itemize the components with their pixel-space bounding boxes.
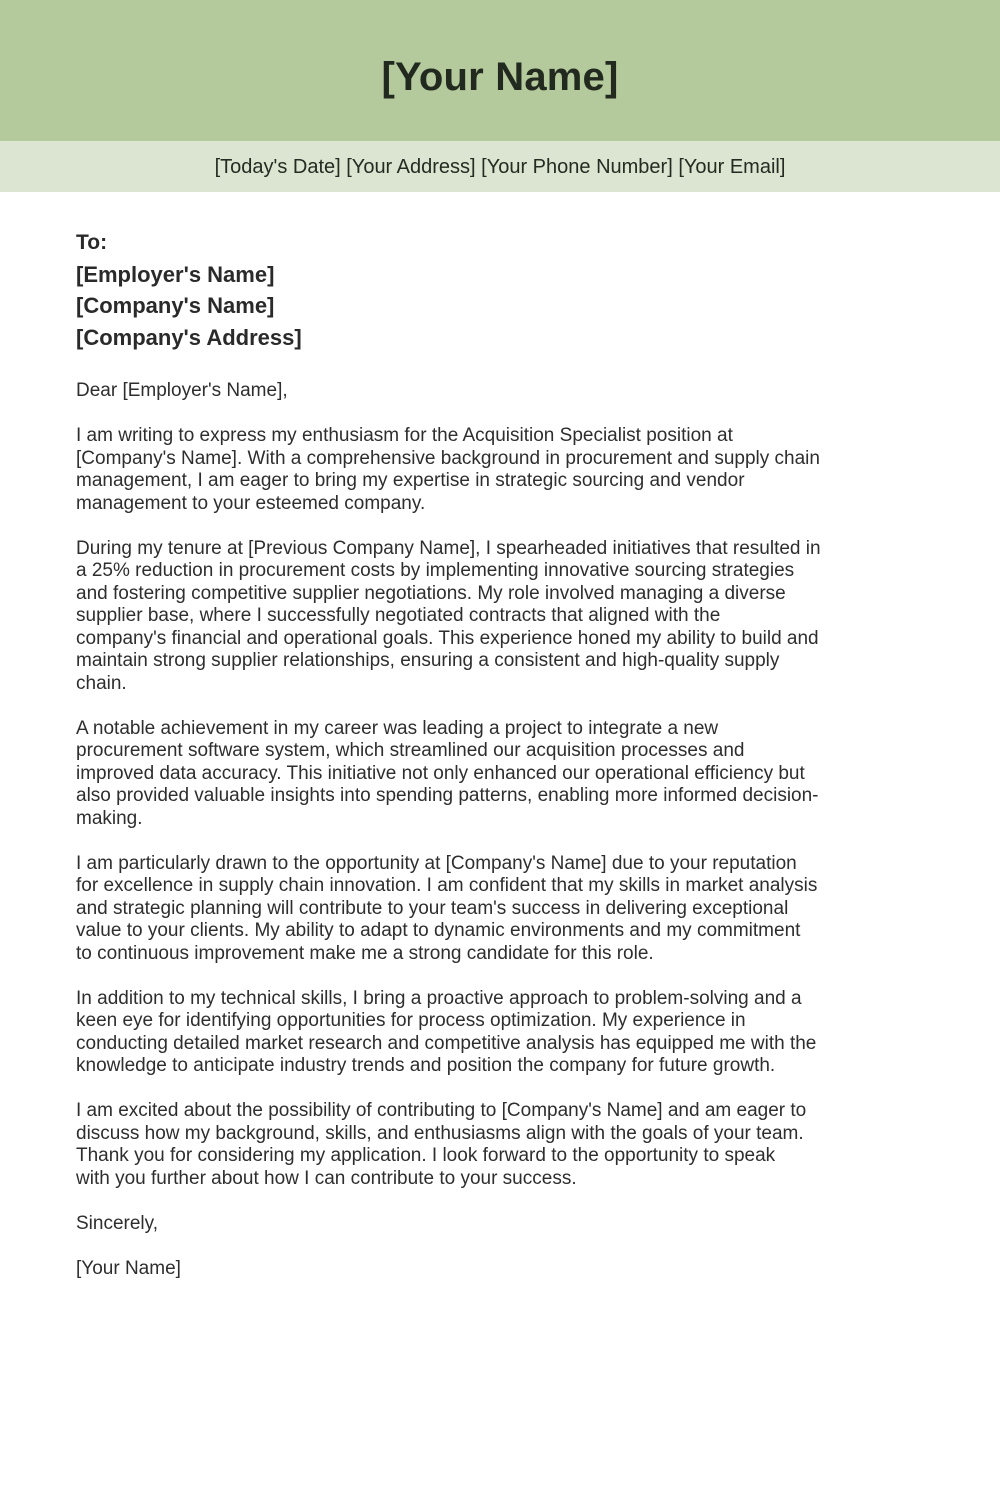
paragraph-line: [Company's Name]. With a comprehensive background in procurement and supply chain	[76, 447, 820, 469]
closing-text: Sincerely,	[76, 1212, 159, 1234]
paragraph-line: I am writing to express my enthusiasm for the Acquisition Specialist position at	[76, 425, 733, 446]
paragraph-line: company's financial and operational goals. This experience honed my ability to build and	[76, 627, 819, 649]
paragraph-line: making.	[76, 807, 143, 829]
paragraph-line: knowledge to anticipate industry trends and position the company for future growth.	[76, 1055, 776, 1076]
paragraph-line: A notable achievement in my career was leading a project to integrate a new	[76, 717, 719, 739]
contact-info-bar	[0, 141, 1000, 192]
paragraph-line: to continuous improvement make me a strong candidate for this role.	[76, 942, 654, 964]
letter-body	[76, 380, 936, 1303]
salutation	[76, 380, 936, 403]
paragraph-line: with you further about how I can contribute to your success.	[76, 1167, 577, 1189]
paragraph-experience	[76, 538, 936, 696]
recipient-company-address: [Company's Address]	[76, 324, 302, 350]
paragraph-introduction	[76, 425, 936, 515]
paragraph-line: and strategic planning will contribute to your team's success in delivering exceptional	[76, 897, 789, 919]
applicant-name-heading: [Your Name]	[381, 55, 619, 99]
paragraph-line: management to your esteemed company.	[76, 492, 426, 514]
paragraph-line: keen eye for identifying opportunities for process optimization. My experience in	[76, 1010, 746, 1031]
paragraph-line: management, I am eager to bring my expertise in strategic sourcing and vendor	[76, 470, 745, 491]
paragraph-motivation	[76, 853, 936, 966]
recipient-company-name: [Company's Name]	[76, 293, 275, 318]
paragraph-line: a 25% reduction in procurement costs by implementing innovative sourcing strategies	[76, 560, 795, 581]
header-banner	[0, 0, 1000, 141]
paragraph-line: During my tenure at [Previous Company Name], I spearheaded initiatives that resulted in	[76, 537, 821, 559]
paragraph-line: I am excited about the possibility of contributing to [Company's Name] and am eager to	[76, 1100, 807, 1121]
recipient-to-label: To:	[76, 231, 108, 254]
paragraph-line: value to your clients. My ability to adapt to dynamic environments and my commitment	[76, 920, 801, 941]
recipient-employer-name: [Employer's Name]	[76, 261, 275, 287]
paragraph-conclusion	[76, 1100, 936, 1190]
paragraph-line: I am particularly drawn to the opportunity at [Company's Name] due to your reputation	[76, 852, 797, 874]
signature-name: [Your Name]	[76, 1257, 181, 1279]
paragraph-line: also provided valuable insights into spending patterns, enabling more informed decision-	[76, 785, 819, 806]
paragraph-line: discuss how my background, skills, and enthusiasms align with the goals of your team.	[76, 1122, 804, 1144]
paragraph-line: In addition to my technical skills, I bring a proactive approach to problem-solving and a	[76, 987, 802, 1009]
closing	[76, 1213, 936, 1236]
paragraph-line: improved data accuracy. This initiative not only enhanced our operational efficiency but	[76, 762, 805, 784]
contact-info-line: [Today's Date] [Your Address] [Your Phone Number] [Your Email]	[214, 156, 786, 178]
paragraph-line: chain.	[76, 672, 127, 694]
paragraph-line: for excellence in supply chain innovation. I am confident that my skills in market analysis	[76, 875, 818, 896]
paragraph-line: and fostering competitive supplier negotiations. My role involved managing a diverse	[76, 582, 786, 604]
paragraph-line: supplier base, where I successfully negotiated contracts that aligned with the	[76, 605, 721, 626]
salutation-text: Dear [Employer's Name],	[76, 380, 288, 401]
signature	[76, 1258, 936, 1281]
paragraph-line: maintain strong supplier relationships, ensuring a consistent and high-quality supply	[76, 650, 780, 671]
paragraph-line: Thank you for considering my application. I look forward to the opportunity to speak	[76, 1145, 776, 1166]
paragraph-line: conducting detailed market research and competitive analysis has equipped me with the	[76, 1032, 817, 1054]
paragraph-skills	[76, 988, 936, 1078]
recipient-block	[76, 227, 302, 353]
paragraph-achievement	[76, 718, 936, 831]
paragraph-line: procurement software system, which streamlined our acquisition processes and	[76, 740, 745, 761]
